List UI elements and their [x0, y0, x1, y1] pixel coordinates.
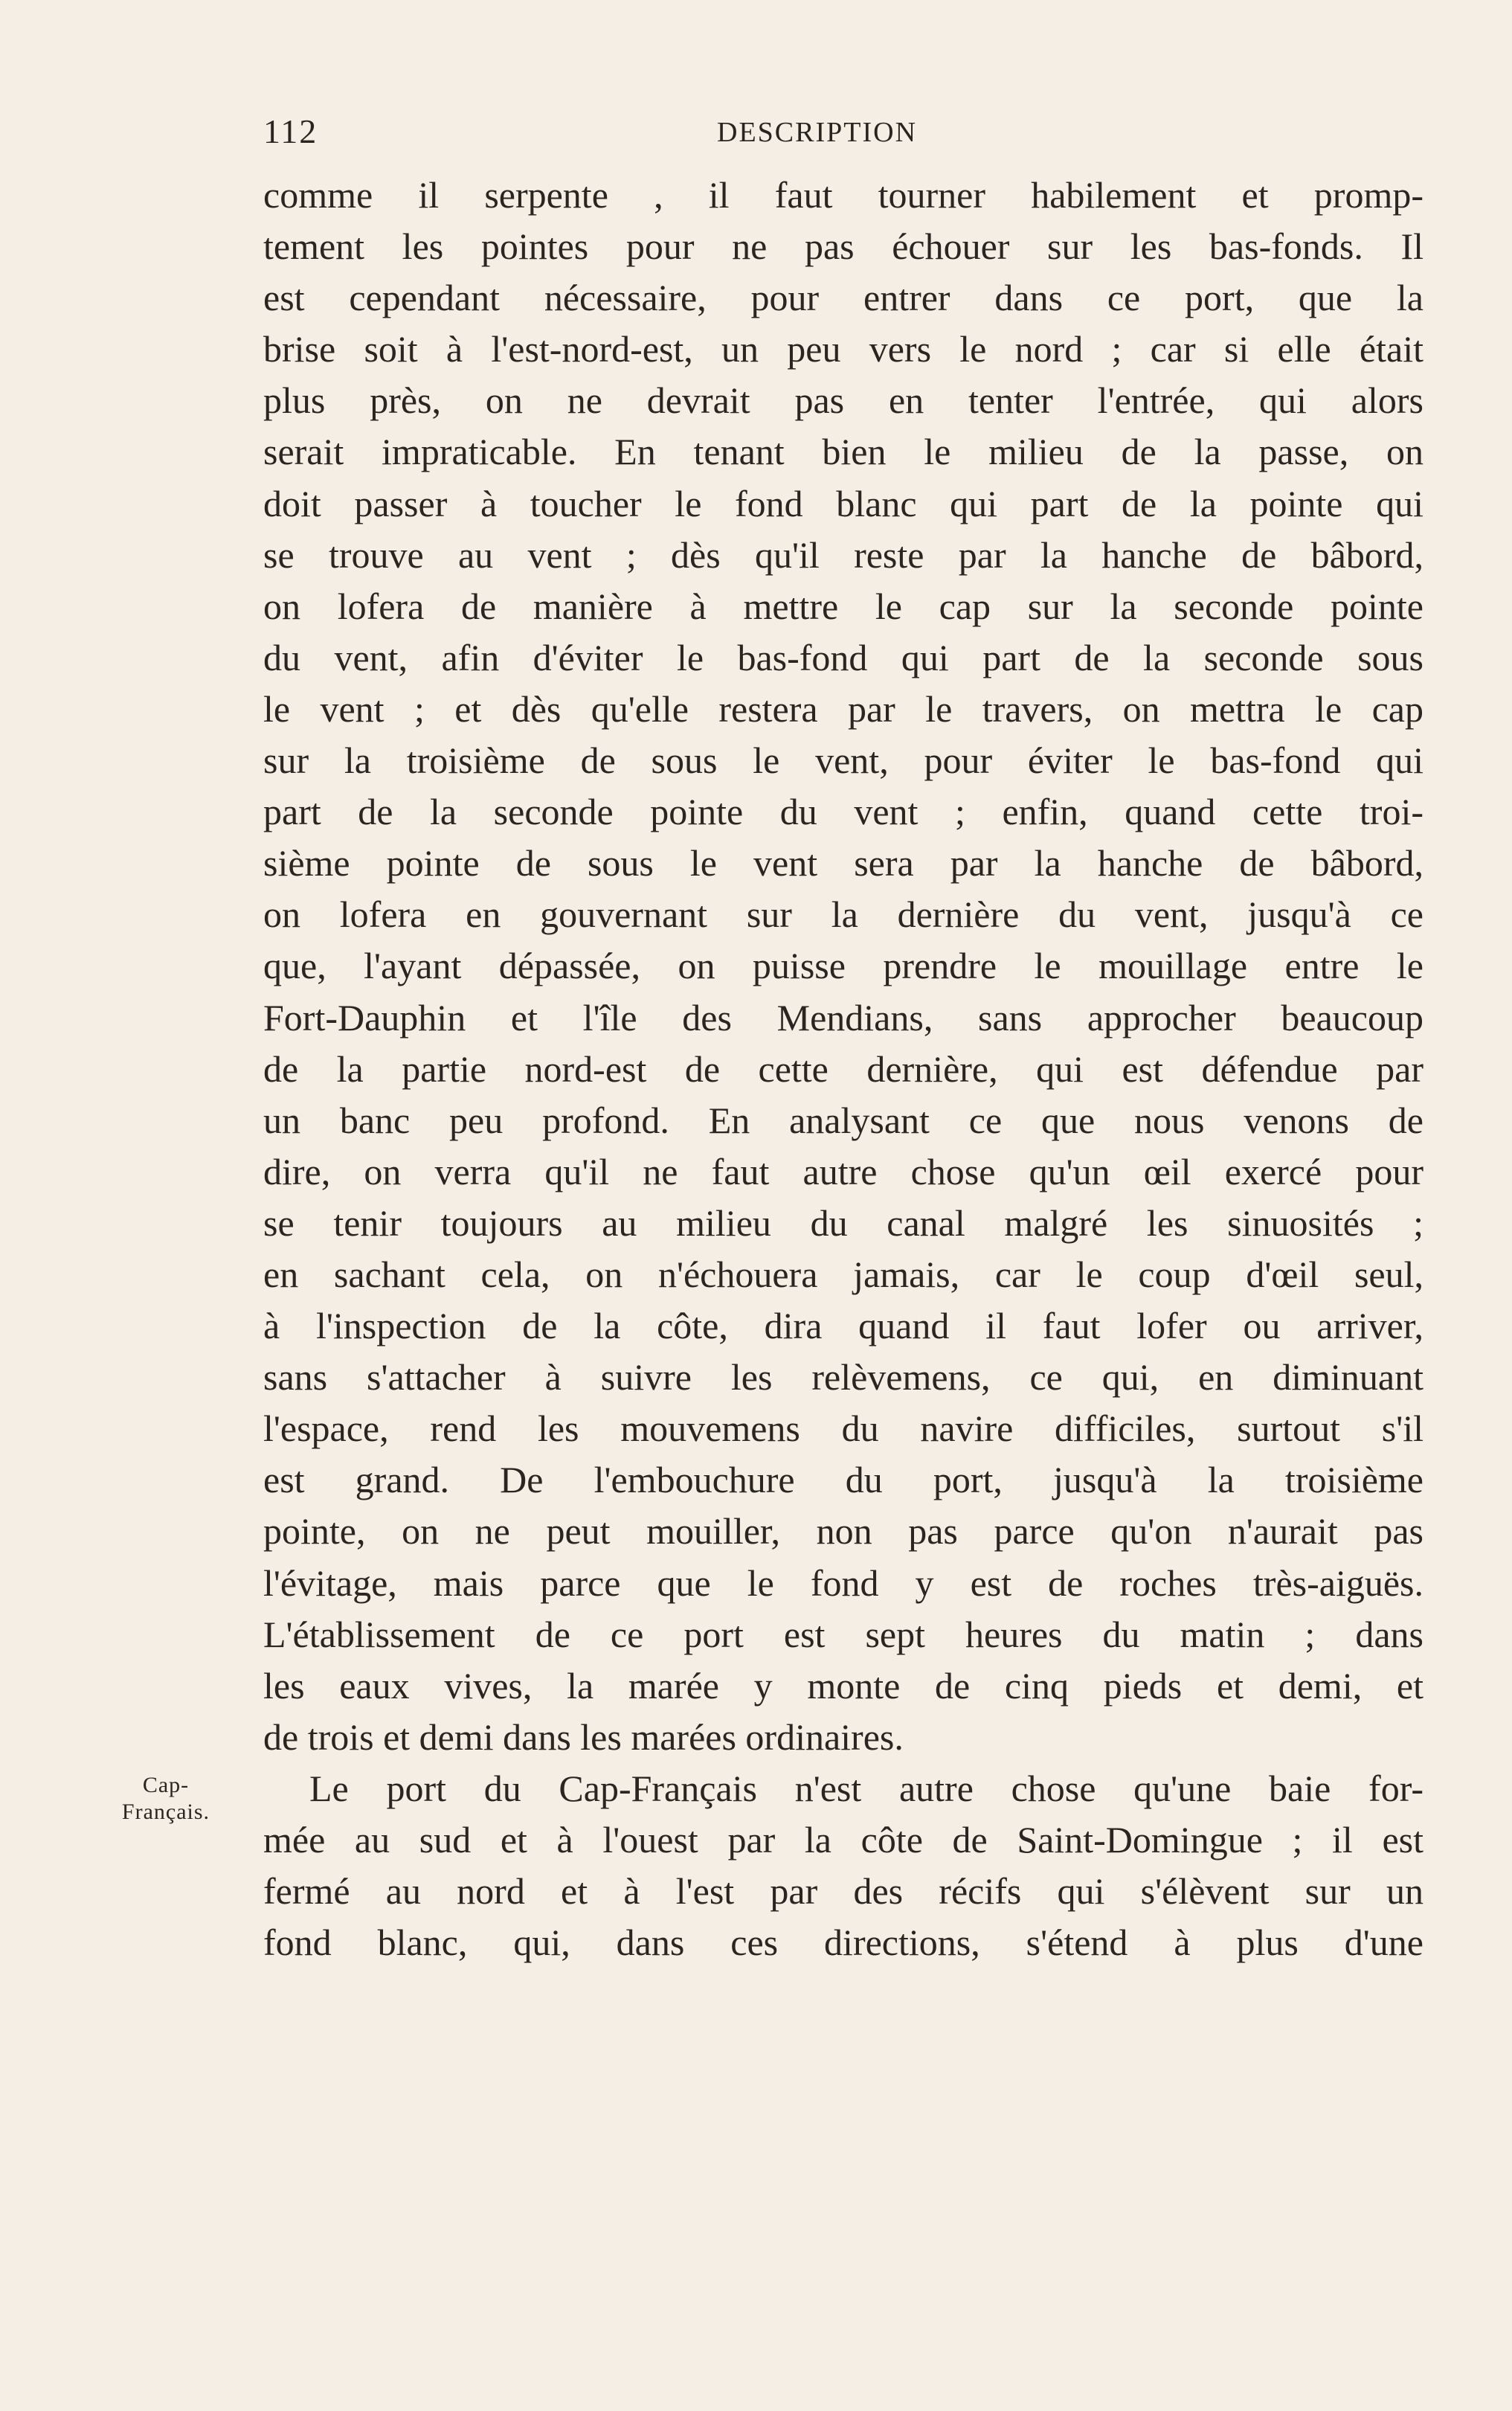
- margin-note-line: Cap-: [142, 1773, 190, 1797]
- text-line: plus près, on ne devrait pas en tenter l'entrée, qui alors: [263, 379, 1423, 422]
- text-line: l'espace, rend les mouvemens du navire difficiles, surtout s'il: [263, 1407, 1423, 1450]
- text-line: sans s'attacher à suivre les relèvemens, ce qui, en diminuant: [263, 1356, 1423, 1399]
- margin-note-line: Français.: [121, 1800, 210, 1824]
- text-line: tement les pointes pour ne pas échouer sur les bas-fonds. Il: [263, 225, 1423, 268]
- text-line: Fort-Dauphin et l'île des Mendians, sans approcher beaucoup: [263, 996, 1423, 1038]
- margin-note: [95, 1772, 237, 1826]
- text-line: un banc peu profond. En analysant ce que nous venons de: [263, 1099, 1423, 1141]
- text-line: L'établissement de ce port est sept heures du matin ; dans: [263, 1613, 1423, 1655]
- text-line: pointe, on ne peut mouiller, non pas parce qu'on n'aurait pas: [263, 1510, 1423, 1553]
- text-line: du vent, afin d'éviter le bas-fond qui part de la seconde sous: [263, 636, 1423, 678]
- text-line: sième pointe de sous le vent sera par la hanche de bâbord,: [263, 842, 1423, 885]
- text-line: fermé au nord et à l'est par des récifs qui s'élèvent sur un: [263, 1870, 1423, 1913]
- text-line: l'évitage, mais parce que le fond y est de roches très-aiguës.: [263, 1561, 1423, 1604]
- text-line: les eaux vives, la marée y monte de cinq pieds et demi, et: [263, 1664, 1423, 1707]
- text-line: en sachant cela, on n'échouera jamais, car le coup d'œil seul,: [263, 1253, 1423, 1295]
- running-title: DESCRIPTION: [717, 117, 918, 148]
- text-line: est cependant nécessaire, pour entrer dans ce port, que la: [263, 277, 1423, 319]
- text-line: part de la seconde pointe du vent ; enfin, quand cette troi-: [263, 791, 1423, 833]
- text-line: on lofera en gouvernant sur la dernière du vent, jusqu'à ce: [263, 893, 1423, 936]
- page-number: 112: [263, 112, 318, 150]
- body-text: [263, 170, 1423, 1968]
- text-line: de la partie nord-est de cette dernière, qui est défendue par: [263, 1047, 1423, 1090]
- text-line: comme il serpente , il faut tourner habilement et promp-: [263, 174, 1423, 216]
- text-line: sur la troisième de sous le vent, pour éviter le bas-fond qui: [263, 739, 1423, 782]
- text-line: brise soit à l'est-nord-est, un peu vers le nord ; car si elle était: [263, 328, 1423, 370]
- text-line: mée au sud et à l'ouest par la côte de Saint-Domingue ; il est: [263, 1819, 1423, 1861]
- page-header: [263, 112, 1423, 156]
- text-line: de trois et demi dans les marées ordinaires.: [263, 1715, 904, 1758]
- text-line: est grand. De l'embouchure du port, jusqu'à la troisième: [263, 1459, 1423, 1501]
- text-line: se tenir toujours au milieu du canal malgré les sinuosités ;: [263, 1201, 1423, 1244]
- text-line: à l'inspection de la côte, dira quand il faut lofer ou arriver,: [263, 1305, 1423, 1347]
- text-line: fond blanc, qui, dans ces directions, s'étend à plus d'une: [263, 1922, 1423, 1964]
- text-line: doit passer à toucher le fond blanc qui part de la pointe qui: [263, 482, 1423, 524]
- text-line: Le port du Cap-Français n'est autre chose qu'une baie for-: [309, 1767, 1423, 1809]
- text-line: que, l'ayant dépassée, on puisse prendre le mouillage entre le: [263, 945, 1423, 987]
- text-line: on lofera de manière à mettre le cap sur la seconde pointe: [263, 585, 1423, 627]
- text-line: serait impraticable. En tenant bien le milieu de la passe, on: [263, 431, 1423, 473]
- text-line: dire, on verra qu'il ne faut autre chose qu'un œil exercé pour: [263, 1150, 1423, 1192]
- text-line: le vent ; et dès qu'elle restera par le travers, on mettra le cap: [263, 687, 1423, 730]
- text-line: se trouve au vent ; dès qu'il reste par la hanche de bâbord,: [263, 533, 1423, 576]
